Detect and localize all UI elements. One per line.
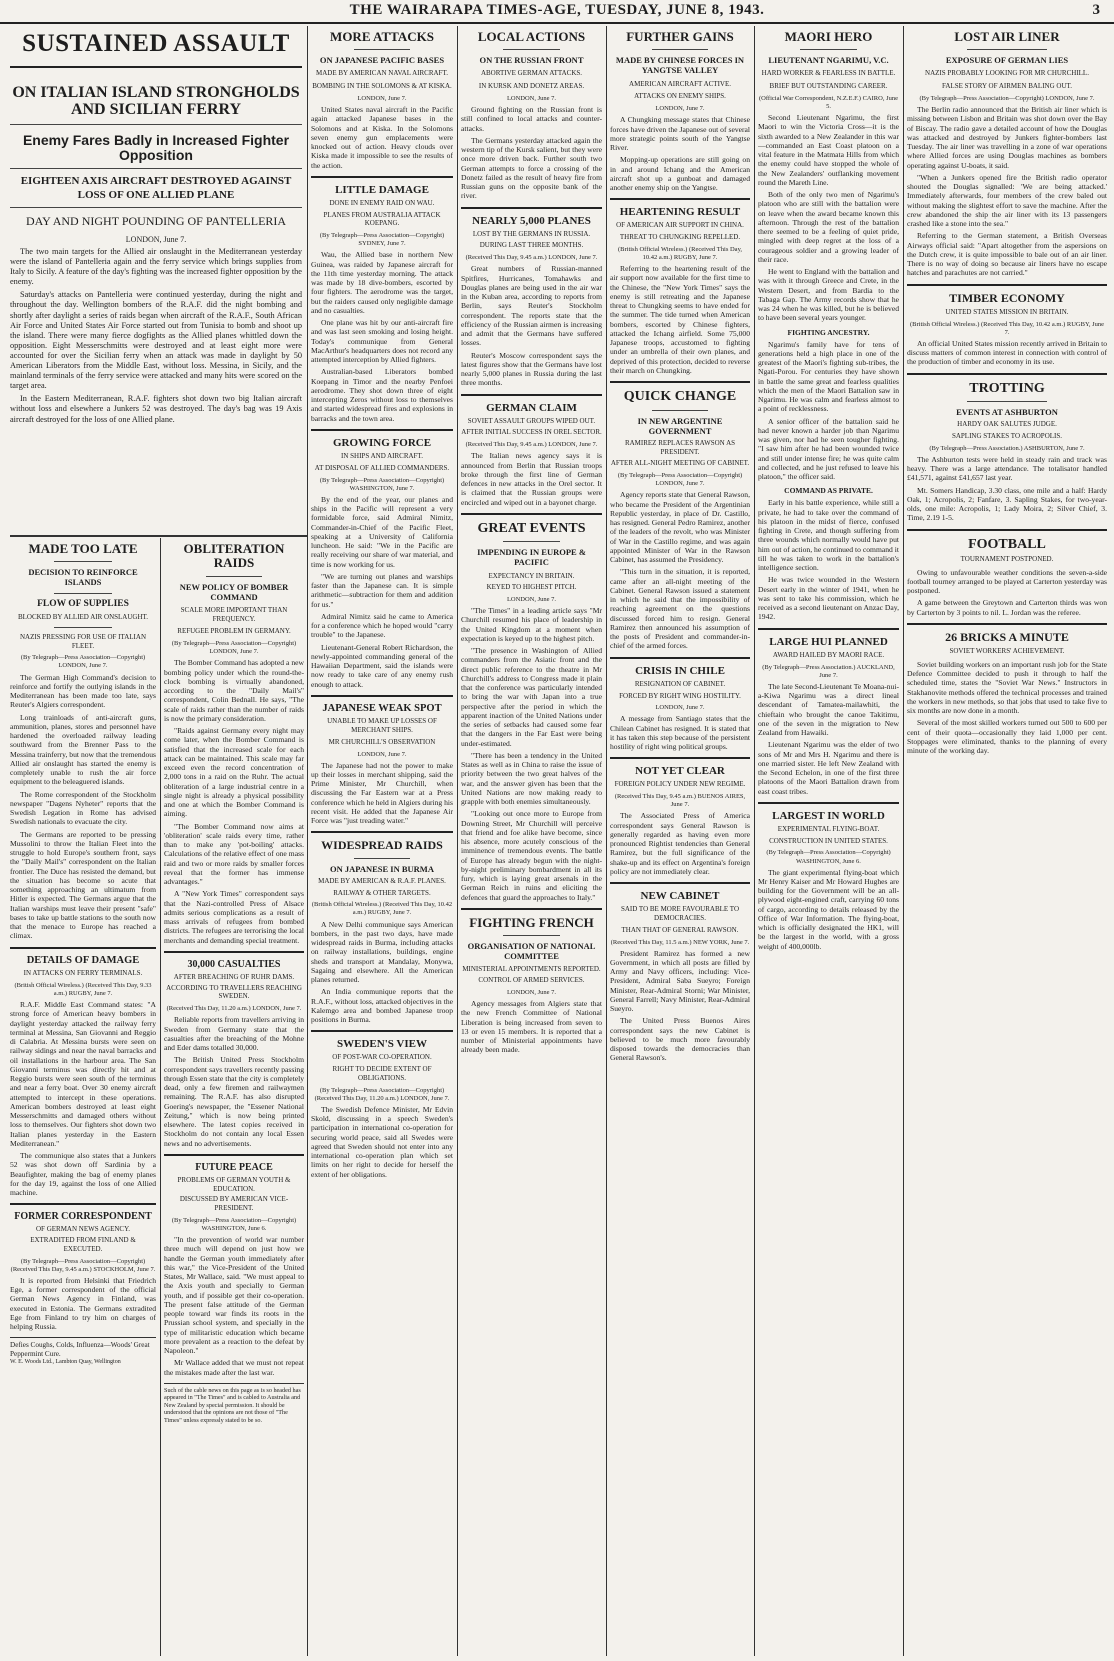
article-deck: SAPLING STAKES TO ACROPOLIS. <box>951 431 1063 440</box>
column-7 <box>907 30 1107 1654</box>
paragraph: Both of the only two men of Ngarimu's platoon who are still with the battalion were on leave when the award became known this afternoon. Through the rest of the battalion there seemed to be a feeling of quiet pride, mingled with deep regret at the loss of a courageous soldier and a growing leader of their race. <box>758 190 899 264</box>
article-deck: OF POST-WAR CO-OPERATION. <box>332 1053 432 1062</box>
article-headline: FUTURE PEACE <box>195 1161 273 1173</box>
paragraph: Reliable reports from travellers arriving in Sweden from Germany state that the casualties after the breaching of the Mohne and Eder dams totalled 30,000. <box>164 1015 304 1053</box>
article-deck: FOREIGN POLICY UNDER NEW REGIME. <box>614 780 746 789</box>
article-deck: ON JAPANESE PACIFIC BASES <box>319 55 445 66</box>
byline: (By Telegraph—Press Association—Copyright) LONDON, June 7. <box>20 654 146 670</box>
article-deck: OF GERMAN NEWS AGENCY. <box>36 1225 130 1234</box>
paragraph: By the end of the year, our planes and ships in the Pacific will represent a very formidable force, said Admiral Nimitz, Commander-in-Chief of the Pacific Fleet, speaking at a University of California luncheon. He said: "We in the Pacific are really receiving our share of war material, and time is now working for us. <box>311 494 453 569</box>
article-deck: MINISTERIAL APPOINTMENTS REPORTED. <box>462 964 601 973</box>
byline: (Received This Day, 11.20 a.m.) LONDON, June 7. <box>166 1005 302 1013</box>
article-headline: LITTLE DAMAGE <box>335 183 429 196</box>
column-rule <box>903 26 904 1656</box>
article-headline: DETAILS OF DAMAGE <box>26 954 140 966</box>
article-deck: EXPECTANCY IN BRITAIN. <box>488 571 575 580</box>
article-deck: AFTER BREACHING OF RUHR DAMS. <box>173 972 295 981</box>
paragraph: The two main targets for the Allied air onslaught in the Mediterranean yesterday were the island of Pantelleria again and the ferry service which brings supplies from Italy to Sicily. A feature of the day's fighting was the increased fighter opposition by the enemy. <box>10 246 302 287</box>
article-deck: IN KURSK AND DONETZ AREAS. <box>478 82 585 91</box>
paragraph: Soviet building workers on an important rush job for the State Defence Committee decided to push it through to half the scheduled time, states the "Soviet War News." Instructors in Stakhanovite methods offered the technical processes and trained the workers in new methods, so that jobs that used to take five to six months are now done in a month. <box>907 659 1107 716</box>
byline: (By Telegraph—Press Association.) AUCKLAND, June 7. <box>762 663 895 679</box>
article-headline: NEW CABINET <box>640 890 720 903</box>
ad-text: Defies Coughs, Colds, Influenza—Woods' Great Peppermint Cure. <box>10 1341 150 1358</box>
article-deck: SOVIET WORKERS' ACHIEVEMENT. <box>949 647 1065 656</box>
paragraph: Mt. Somers Handicap, 3.30 class, one mile and a half: Hardy Oak, 1; Acropolis, 2; Fanfare, 3. Sapling Stakes, for two-year-olds, one mile: Acropolis, 1; Lady Moira, 2; Silver Chief, 3. Time, 2.19 1-5. <box>907 485 1107 523</box>
article-deck: AFTER INITIAL SUCCESS IN OREL SECTOR. <box>461 428 602 437</box>
article-deck: DONE IN ENEMY RAID ON WAU. <box>329 198 435 207</box>
article-deck: FORCED BY RIGHT WING HOSTILITY. <box>619 691 741 700</box>
byline: LONDON, June 7. <box>655 704 705 712</box>
byline: (Official War Correspondent, N.Z.E.F.) CAIRO, June 5. <box>759 94 898 111</box>
article-deck: AMERICAN AIRCRAFT ACTIVE. <box>629 79 731 88</box>
paragraph: Lieutenant Ngarimu was the elder of two sons of Mr and Mrs H. Ngarimu and there is one married sister. He left New Zealand with the Second Echelon, in one of the first three platoons of the Maori Battalion drawn from east coast tribes. <box>758 740 899 796</box>
byline: (British Official Wireless.) (Received This Day, 10.42 a.m.) RUGBY, June 7. <box>617 245 743 262</box>
column-rule <box>606 26 607 1656</box>
article-deck: IN SHIPS AND AIRCRAFT. <box>341 452 423 461</box>
article-deck: HARD WORKER & FEARLESS IN BATTLE. <box>761 69 896 78</box>
paragraph: A game between the Greytown and Carterton thirds was won by Carterton by 3 points to nil. L. Jordan was the referee. <box>907 598 1107 617</box>
paragraph: The Associated Press of America correspondent says General Rawson is generally regarded as having even more pronounced Rightist tendencies than General Ramirez, but the full significance of the shake-up and its effect on Argentina's foreign policy are not immediately clear. <box>610 811 750 876</box>
paragraph: In the Eastern Mediterranean, R.A.F. fighters shot down two big Italian aircraft without loss and elsewhere a Junkers 52 was destroyed. The day's bag was 19 Axis aircraft destroyed for the loss of one Allied plane. <box>10 394 302 424</box>
article-deck: FALSE STORY OF AIRMEN BALING OUT. <box>941 82 1073 91</box>
article-deck: NEW POLICY OF BOMBER COMMAND <box>179 581 289 602</box>
byline: (Received This Day, 9.45 a.m.) LONDON, June 7. <box>465 441 598 449</box>
article-deck: ABORTIVE GERMAN ATTACKS. <box>480 69 583 78</box>
article-headline: TROTTING <box>969 380 1045 396</box>
article-deck: MR CHURCHILL'S OBSERVATION <box>328 737 436 746</box>
article-deck: PROBLEMS OF GERMAN YOUTH & EDUCATION. <box>177 1175 291 1193</box>
paragraph: One plane was hit by our anti-aircraft fire and was last seen smoking and losing height. Today's communique from General MacArthur's headquarters does not record any attempted interception by Allied fighters. <box>311 318 453 365</box>
article-deck: SAID TO BE MORE FAVOURABLE TO DEMOCRACIES. <box>620 905 740 923</box>
column-1 <box>10 542 156 1654</box>
paragraph: Reuter's Moscow correspondent says the latest figures show that the Germans have lost nearly 5,000 planes in Russia during the last three months. <box>461 350 602 388</box>
lead-headline: SUSTAINED ASSAULT <box>10 30 302 68</box>
article-deck: DISCUSSED BY AMERICAN VICE-PRESIDENT. <box>179 1195 289 1213</box>
lead-story <box>10 30 302 535</box>
article-deck: HARDY OAK SALUTES JUDGE. <box>957 420 1057 429</box>
article-headline: MAORI HERO <box>784 30 873 44</box>
article-deck: BLOCKED BY ALLIED AIR ONSLAUGHT. <box>17 613 149 622</box>
article-deck: REFUGEE PROBLEM IN GERMANY. <box>177 627 291 636</box>
paragraph: The Berlin radio announced that the British air liner which is missing between Lisbon and Britain was shot down over the Bay of Biscay. The radio gave a detailed account of how the Douglas was attacked and destroyed by Junkers fighter-bombers last Tuesday. The air liner was travelling in a zone of war operations where Allied forces are using Douglas machines as bombers operating against U-boats, it said. <box>907 105 1107 170</box>
article-deck: THREAT TO CHUNGKING REPELLED. <box>619 233 741 242</box>
article-deck: SOVIET ASSAULT GROUPS WIPED OUT. <box>467 416 596 425</box>
paragraph: The Italian news agency says it is announced from Berlin that Russian troops broke through the first line of German defences in new attacks in the Orel sector. It is claimed that the Russian groups were encircled and wiped out in a bayonet charge. <box>461 451 602 507</box>
article-deck: TOURNAMENT POSTPONED. <box>960 554 1054 563</box>
paragraph: Mr Wallace added that we must not repeat the mistakes made after the last war. <box>164 1358 304 1377</box>
paragraph: The United Press Buenos Aires correspondent says the new Cabinet is believed to be much more favourably disposed towards the democracies than General Rawson's. <box>610 1016 750 1063</box>
paragraph: Great numbers of Russian-manned Spitfires, Hurricanes, Tomahawks and Douglas planes are being used in the air war in the Kuban area, according to reports from Berlin, says Reuter's Stockholm correspondent. The reports state that the efficiency of the Russian airmen is increasing and admit that the Germans have suffered losses. <box>461 264 602 348</box>
paragraph: Australian-based Liberators bombed Koepang in Timor and the nearby Penfoei aerodrome. They shot down three of eight intercepting Zeros without loss to themselves and started widespread fires and explosions in barracks and the town area. <box>311 367 453 423</box>
article-deck: IN ATTACKS ON FERRY TERMINALS. <box>23 969 143 978</box>
article-headline: LOCAL ACTIONS <box>477 30 586 44</box>
ad-text: W. E. Woods Ltd., Lambton Quay, Wellington <box>10 1358 121 1365</box>
article-deck: CONSTRUCTION IN UNITED STATES. <box>769 836 888 845</box>
article-deck: MADE BY AMERICAN NAVAL AIRCRAFT. <box>316 69 448 78</box>
paragraph: The Japanese had not the power to make up their losses in merchant shipping, said the Prime Minister, Mr Churchill, when discussing the Far Eastern war at a Press conference which he held in Algiers during his recent visit. He added that the Japanese Air Force was "just treading water." <box>311 760 453 826</box>
byline: (By Telegraph—Press Association—Copyright) WASHINGTON, June 7. <box>319 476 445 492</box>
article-deck: THAN THAT OF GENERAL RAWSON. <box>621 925 739 934</box>
byline: (British Official Wireless.) (Received This Day, 10.42 a.m.) RUGBY, June 7. <box>311 901 453 917</box>
article-deck: IN NEW ARGENTINE GOVERNMENT <box>637 415 723 436</box>
column-rule <box>457 26 458 1656</box>
byline: (By Telegraph—Press Association—Copyright) LONDON, June 7. <box>171 640 297 656</box>
paragraph: Several of the most skilled workers turned out 500 to 600 per cent of their quota—occasionally they laid 1,000 per cent. Stoppages were eliminated, thanks to the planning of every minute of the working day. <box>907 718 1107 756</box>
column-2 <box>164 542 304 1654</box>
article-deck: RAMIREZ REPLACES RAWSON AS PRESIDENT. <box>624 438 736 456</box>
article-headline: LARGEST IN WORLD <box>772 809 885 822</box>
byline: LONDON, June 7. <box>357 750 407 758</box>
column-rule <box>160 538 161 1656</box>
paragraph: A senior officer of the battalion said he had never known a harder job than Ngarimu was given, nor had he seen tougher fighting. "I saw him after he had been wounded twice and still under intense fire; he was quite calm and collected, and he just refused to leave his platoon," the officer said. <box>758 416 899 482</box>
article-deck: RESIGNATION OF CABINET. <box>634 679 726 688</box>
paragraph: A Chungking message states that Chinese forces have driven the Japanese out of several more strategic points south of the Yangtse River. <box>610 115 750 153</box>
paragraph: Agency messages from Algiers state that the new French Committee of National Liberation is being increased from seven to 13 or even 15 members. It is reported that a number of Ministerial appointments have already been made. <box>461 999 602 1055</box>
article-headline: JAPANESE WEAK SPOT <box>322 702 442 714</box>
column-rule <box>754 26 755 1656</box>
paragraph: Early in his battle experience, while still a private, he had to take over the command of his platoon in the midst of fierce, confused fighting in Crete, and though suffering from three wounds which normally would have put him out of action, he continued to command it till he was taken to work in the battalion's intelligence section. <box>758 498 899 573</box>
masthead <box>0 0 1114 24</box>
paragraph: The Germans yesterday attacked again the western tip of the Kursk salient, but they were once more driven back. Further south two German attempts to force a crossing of the Donetz failed as the result of heavy fire from Russian guns on the opposite bank of the river. <box>461 135 602 201</box>
paragraph: Long trainloads of anti-aircraft guns, ammunition, planes, stores and personnel have hardened the overloaded railway leading southward from the Brenner Pass to the Messina trainferry, but now that the tremendous Allied air onslaught has started the enemy is completely unable to rush the air force equipment to the beleaguered islands. <box>10 712 156 787</box>
byline: (By Telegraph—Press Association—Copyright) LONDON, June 7. <box>919 94 1095 102</box>
byline: (By Telegraph—Press Association—Copyright) LONDON, June 7. <box>617 472 743 488</box>
paragraph: The British United Press Stockholm correspondent says travellers recently passing through Essen state that the city is completely dead, only a few firemen and railwaymen remaining. The R.A.F. has also disrupted Goering's newspaper, the "Essener National Zeitung," which is now being printed elsewhere. The latest copies received in Stockholm do not contain any local Essen news and no advertisements. <box>164 1055 304 1148</box>
paragraph: Second Lieutenant Ngarimu, the first Maori to win the Victoria Cross—it is the sixth awarded to a New Zealander in this war—commanded an East Coast platoon on a vital feature in the Matmata Hills from which the enemy could have stopped the whole of the New Zealanders' outflanking movement round the Mareth Line. <box>758 113 899 187</box>
paragraph: "Looking out once more to Europe from Downing Street, Mr Churchill will perceive that friend and foe alike have become, since his absence, more acutely conscious of the imminence of tremendous events. The battle of Europe has already begun with the night-by-night preliminary bombardment in all its fury, which is laying great arsenals in the German Reich in ruins and eliciting the defences that guard the approaches to Italy." <box>461 809 602 902</box>
paragraph: Lieutenant-General Robert Richardson, the newly-appointed commanding general of the Hawaiian Department, said the islands were now ready to take care of any enemy rush enough to attack. <box>311 642 453 689</box>
article-headline: NEARLY 5,000 PLANES <box>472 214 591 227</box>
paragraph: "The presence in Washington of Allied commanders from the Asiatic front and the direct public reference to the theatre in Mr Churchill's address to Congress made it plain that the conference was particularly intended to bring the war with Japan into a true perspective after the period in which the apparent inaction of the United Nations under the series of setbacks had caused some fear that the dangers in the Far East were being under-estimated. <box>461 646 602 748</box>
article-headline: FORMER CORRESPONDENT <box>14 1211 152 1223</box>
article-deck: UNABLE TO MAKE UP LOSSES OF MERCHANT SHIPS. <box>327 717 437 735</box>
article-headline: QUICK CHANGE <box>623 389 737 405</box>
paragraph: Wau, the Allied base in northern New Guinea, was raided by Japanese aircraft for the 11th time yesterday morning. The attack was made by 18 dive-bombers, escorted by four fighters. The aerodrome was the target, but the raiders caused only negligible damage and no casualties. <box>311 250 453 315</box>
paragraph: Ground fighting on the Russian front is still confined to local attacks and counter-attacks. <box>461 105 602 133</box>
byline: (British Official Wireless.) (Received This Day, 9.33 a.m.) RUGBY, June 7. <box>14 981 152 997</box>
paragraph: Mopping-up operations are still going on in and around Ichang and the American aircraft shot up a gunboat and damaged another enemy ship on the Yangtse. <box>610 155 750 193</box>
column-5 <box>610 30 750 1654</box>
paragraph: The German High Command's decision to reinforce and fortify the outlying islands in the Mediterranean has been made too late, says Reuter's Algiers correspondent. <box>10 672 156 710</box>
article-headline: FURTHER GAINS <box>626 30 734 44</box>
paragraph: The late Second-Lieutenant Te Moana-nui-a-Kiwa Ngarimu was a direct lineal descendant of Tamatea-mailawhiti, the chieftain who brought the canoe Takitimu, one of the seven in the migration to New Zealand from Hawaiki. <box>758 681 899 738</box>
article-deck: OF AMERICAN AIR SUPPORT IN CHINA. <box>616 221 744 230</box>
article-deck: MADE BY CHINESE FORCES IN YANGTSE VALLEY <box>615 55 745 76</box>
article-headline: TIMBER ECONOMY <box>949 290 1065 305</box>
section-subhead: COMMAND AS PRIVATE. <box>784 486 873 496</box>
article-deck: EXPERIMENTAL FLYING-BOAT. <box>777 824 880 833</box>
article-headline: GERMAN CLAIM <box>486 401 577 414</box>
byline: LONDON, June 7. <box>655 105 705 113</box>
article-deck: SCALE MORE IMPORTANT THAN FREQUENCY. <box>180 605 288 623</box>
paragraph: "The Times" in a leading article says "Mr Churchill resumed his place of leadership in the United Kingdom at a moment when expectation is keyed up to the highest pitch. <box>461 606 602 643</box>
page-number: 3 <box>1092 2 1100 18</box>
footnote: Such of the cable news on this page as is so headed has appeared in "The Times" and is cabled to Australia and New Zealand by special permission. It should be understood that the opinions are not those of "The Times" unless expressly stated to be so. <box>164 1383 304 1424</box>
lead-subheadline: ON ITALIAN ISLAND STRONGHOLDS AND SICILIAN FERRY <box>12 83 300 119</box>
section-rule <box>10 535 307 537</box>
article-deck: PLANES FROM AUSTRALIA ATTACK KOEPANG. <box>323 210 441 228</box>
paragraph: An official United States mission recently arrived in Britain to discuss matters of common interest in connection with control of the production of timber and economy in its use. <box>907 338 1107 367</box>
paragraph: The Bomber Command has adopted a new bombing policy under which the round-the-clock bombing is virtually abandoned, according to the "Daily Mail's" correspondent, Colin Bednall. He says, "The scale of raids rather than the number of raids is now the primary consideration. <box>164 658 304 723</box>
article-deck: EXTRADITED FROM FINLAND & EXECUTED. <box>30 1236 136 1253</box>
byline: (By Telegraph—Press Association.) ASHBURTON, June 7. <box>929 444 1085 452</box>
paragraph: The communique also states that a Junkers 52 was shot down off Sardinia by a Beaufighter, making the bag of enemy planes for the day 19, against the loss of one Allied machine. <box>10 1151 156 1198</box>
paragraph: President Ramirez has formed a new Government, in which all posts are filled by Army and Navy officers, including: Vice-President, Admiral Saba Sueyro; Foreign Minister, Rear-Admiral Storni; War Minister, General Farrell; Navy Minister, Rear-Admiral Sueyro. <box>610 948 750 1014</box>
paragraph: An India communique reports that the R.A.F., without loss, attacked objectives in the Kalemgo area and bombed Japanese troop positions in Burma. <box>311 987 453 1025</box>
column-rule <box>307 26 308 1656</box>
paragraph: Admiral Nimitz said he came to America for a conference which he hoped would "carry trouble" to the Japanese. <box>311 611 453 640</box>
paragraph: The Ashburton tests were held in steady rain and track was heavy. There was a large attendance. The totalisator handled £41,571, against £41,657 last year. <box>907 454 1107 483</box>
article-headline: MORE ATTACKS <box>330 30 434 44</box>
paragraph: "There has been a tendency in the United States as well as in China to raise the issue of priority between the two great halves of the war, and the answer given has been that the United Nations are now making ready to grapple with both enemies simultaneously. <box>461 750 602 807</box>
newspaper-title: THE WAIRARAPA TIMES-AGE, TUESDAY, JUNE 8, 1943. <box>349 2 765 18</box>
byline: (Received This Day, 11.5 a.m.) NEW YORK, June 7. <box>610 938 750 946</box>
article-deck: ORGANISATION OF NATIONAL COMMITTEE <box>467 941 596 962</box>
byline: (By Telegraph—Press Association—Copyright) WASHINGTON, June 6. <box>171 1216 297 1232</box>
paragraph: United States naval aircraft in the Pacific again attacked Japanese bases in the Solomons and at Kiska. In the Solomons seven enemy gun emplacements were knocked out of action. Heavy clouds over Kiska made it impossible to see the results of the action. <box>311 105 453 170</box>
paragraph: Referring to the heartening result of the air support now available for the first time to the Chinese, the "New York Times" says the enemy is still retreating and the Japanese threat to Chungking seems to have ended for the summer. The tide turned when American bombers, escorted by Chinese fighters, attacked the Ichang airfield. Some 75,000 Japanese troops, accustomed to fighting under an umbrella of their own planes, and deprived of this protection, decided to reverse their march on Chungking. <box>610 264 750 375</box>
paragraph: "Raids against Germany every night may come later, when the Bomber Command is satisfied that the increased scale for each attack can be maintained. This scale may far exceed even the record concentration of 2,000 tons in a raid on the Ruhr. The actual obliteration of a large industrial centre in a single night is already a physical possibility and one at which the Bomber Command is aiming. <box>164 726 304 819</box>
paragraph: "When a Junkers opened fire the British radio operator shouted the Douglas signalled: 'We are being attacked.' Immediately afterwards, four members of the crew baled out without making the slightest effort to save the machine. After the crew abandoned the ship the air liner with its 13 passengers crashed like a stone into the sea." <box>907 172 1107 229</box>
article-headline: LOST AIR LINER <box>954 30 1060 44</box>
article-headline: FIGHTING FRENCH <box>469 914 594 930</box>
paragraph: Agency reports state that General Rawson, who became the President of the Argentinian Republic yesterday, in place of Dr. Castillo, has resigned. General Pedro Ramirez, another of the leaders of the revolt, who was Minister of War in the Castillo regime, and was again appointed Minister of War in the Rawson Cabinet, has assumed the Presidency. <box>610 490 750 565</box>
advertisement <box>10 1337 156 1365</box>
article-deck: ON THE RUSSIAN FRONT <box>479 55 584 66</box>
article-headline: GREAT EVENTS <box>477 520 586 536</box>
byline: LONDON, June 7. <box>357 94 407 102</box>
paragraph: A "New York Times" correspondent says that the Nazi-controlled Press of Alsace admits serious complications as a result of mass arrivals of refugees from bombed districts. The refugees are terrorising the local merchants and demanding special treatment. <box>164 889 304 945</box>
paragraph: The giant experimental flying-boat which Mr Henry Kaiser and Mr Howard Hughes are building for the Government will be an all-plywood eight-engined craft, carrying 60 tons of cargo, according to details released by the Office of War Information. The flying-boat, which is officially designated the HK1, will be the largest in the world, with a gross weight of 400,000lb. <box>758 867 899 951</box>
article-headline: LARGE HUI PLANNED <box>769 635 888 648</box>
byline: (British Official Wireless.) (Received This Day, 10.42 a.m.) RUGBY, June 7. <box>910 320 1104 336</box>
paragraph: It is reported from Helsinki that Friedrich Ege, a former correspondent of the official German News Agency in Finland, was executed in Estonia. The Germans extradited Ege from Finland to try him on charges of helping Russia. <box>10 1275 156 1332</box>
article-deck: ACCORDING TO TRAVELLERS REACHING SWEDEN. <box>166 983 302 1001</box>
article-headline: 30,000 CASUALTIES <box>187 958 281 970</box>
paragraph: R.A.F. Middle East Command states: "A strong force of American heavy bombers in daylight yesterday attacked the railway ferry terminal at Messina, San Giovanni and Reggio di Calabria. At Messina bursts were seen on railway sidings and near the naval barracks and oil installations in the harbour area. The San Giovanni terminus was directly hit and at Reggio bursts were seen south of the terminus and near a ferry boat. Over 30 enemy aircraft attempted to intercept in these operations. American bombers destroyed at least eight Messerschmitts and damaged others without loss to themselves. Our fighters shot down two Italian planes yesterday in the Eastern Mediterranean." <box>10 1000 156 1148</box>
article-headline: OBLITERATION RAIDS <box>183 542 285 571</box>
article-deck: BRIEF BUT OUTSTANDING CAREER. <box>769 82 888 91</box>
byline: LONDON, June 7. <box>506 94 557 102</box>
lead-deck-2: EIGHTEEN AXIS AIRCRAFT DESTROYED AGAINST LOSS OF ONE ALLIED PLANE <box>20 175 292 201</box>
article-deck: AT DISPOSAL OF ALLIED COMMANDERS. <box>314 463 450 472</box>
byline: LONDON, June 7. <box>506 596 557 604</box>
article-deck: DECISION TO REINFORCE ISLANDS <box>28 567 138 588</box>
paragraph: Ngarimu's family have for tens of generations held a high place in one of the greatest of the Maori's fighting sub-tribes, the Ngati-Porou. For centuries they have shown in battle the same great and fearless qualities which the men of the Maori Battalion saw in Ngarimu. He was calm and fearless almost to a point of recklessness. <box>758 339 899 414</box>
paragraph: The Rome correspondent of the Stockholm newspaper "Dagens Nyheter" reports that the Swedish Legation in Rome has advised Swedish nationals to evacuate the city. <box>10 789 156 827</box>
article-headline: MADE TOO LATE <box>28 542 138 556</box>
paragraph: Saturday's attacks on Pantelleria were continued yesterday, during the night and throughout the day. Wellington bombers of the R.A.F. did the night bombing and shortly after daylight a series of raids began when aircraft of the R.A.F., South African Air Force and United States Air Force started out from Tunisia to bomb and shoot up the island. There were many fierce dogfights as the Allied planes whittled down the opposition. Eight Messerschmitts were destroyed and at least eight more were accounted for over the Sicilian ferry when an attack was made in daylight by 50 American Liberators from the Middle East, without loss. Messina, in Sicily, and the mainland terminals of the ferry service were attacked and many hits were scored on the target area. <box>10 290 302 391</box>
column-4 <box>461 30 602 1654</box>
paragraph: He went to England with the battalion and was with it through Greece and Crete, in the Western Desert, and from Bardia to the Tabaga Gap. The Army records show that he was 24 when he was killed, but he is believed to have been several years younger. <box>758 267 899 323</box>
byline: LONDON, June 7. <box>506 989 557 997</box>
article-deck: AWARD HAILED BY MAORI RACE. <box>772 650 885 659</box>
article-deck: ON JAPANESE IN BURMA <box>330 863 434 874</box>
article-headline: WIDESPREAD RAIDS <box>321 838 443 853</box>
article-deck: EVENTS AT ASHBURTON <box>956 406 1058 417</box>
article-deck: BOMBING IN THE SOLOMONS & AT KISKA. <box>312 82 452 91</box>
article-deck: IMPENDING IN EUROPE & PACIFIC <box>477 547 586 568</box>
article-deck: LIEUTENANT NGARIMU, V.C. <box>768 55 889 66</box>
article-headline: HEARTENING RESULT <box>619 206 741 219</box>
paragraph: "The Bomber Command now aims at 'obliteration' scale raids every time, rather than to make any 'pot-boiling' attacks. Calculations of the relative effect of one mass raid and two or more raids by smaller forces reveal that the former has immense advantages." <box>164 821 304 887</box>
article-deck: NAZIS PROBABLY LOOKING FOR MR CHURCHILL. <box>925 69 1089 78</box>
byline: (Received This Day, 9.45 a.m.) BUENOS AIRES, June 7. <box>614 793 746 809</box>
paragraph: "We are turning out planes and warships faster than the Japanese can. It is simple arithmetic—subtraction for them and addition for us." <box>311 571 453 609</box>
byline: (By Telegraph—Press Association—Copyright) WASHINGTON, June 6. <box>766 849 891 865</box>
article-deck: AFTER ALL-NIGHT MEETING OF CABINET. <box>610 459 750 468</box>
paragraph: Referring to the German statement, a British Overseas Airways official said: "Apart altogether from the aspersions on the Dutch crew, it is quite impossible to bale out of an air liner. There is no way of doing so because air liners have no escape hatches and parachutes are not carried." <box>907 231 1107 278</box>
article-deck: EXPOSURE OF GERMAN LIES <box>945 55 1069 66</box>
dateline: LONDON, June 7. <box>125 234 187 244</box>
article-deck: LOST BY THE GERMANS IN RUSSIA. <box>472 229 591 238</box>
article-deck: NAZIS PRESSING FOR USE OF ITALIAN FLEET. <box>19 632 147 650</box>
byline: (Received This Day, 9.45 a.m.) LONDON, June 7. <box>465 254 598 262</box>
paragraph: The Swedish Defence Minister, Mr Edvin Skold, discussing in a speech Sweden's participation in international co-operation for securing world peace, said all Swedes were agreed that Sweden should not enter into any international co-operation plan which set limits on her right to decide for herself the extent of her obligations. <box>311 1104 453 1179</box>
paragraph: He was twice wounded in the Western Desert early in the winter of 1941, when he was sent to take his commission, which he received as a second lieutenant on Anzac Day, 1942. <box>758 575 899 622</box>
article-headline: FOOTBALL <box>968 536 1046 552</box>
byline: (By Telegraph—Press Association—Copyright) (Received This Day, 11.20 a.m.) LONDON, June 7. <box>314 1086 450 1102</box>
article-headline: 26 BRICKS A MINUTE <box>945 629 1069 644</box>
column-3 <box>311 30 453 1654</box>
paragraph: Owing to unfavourable weather conditions the seven-a-side football tourney arranged to be played at Carterton yesterday was postponed. <box>907 567 1107 596</box>
article-deck: DURING LAST THREE MONTHS. <box>479 241 584 250</box>
section-subhead: FIGHTING ANCESTRY. <box>787 327 870 337</box>
article-deck: ATTACKS ON ENEMY SHIPS. <box>634 92 726 101</box>
article-headline: CRISIS IN CHILE <box>635 664 725 677</box>
paragraph: A message from Santiago states that the Chilean Cabinet has resigned. It is stated that it has taken this step because of the persistent hostility of right wing political groups. <box>610 714 750 752</box>
paragraph: "This turn in the situation, it is reported, came after an all-night meeting of the Cabinet. General Rawson issued a statement in which he said that the impossibility of reaching agreement on the questions discussed forced him to resign. General Ramirez then announced his assumption of the posts of President and commander-in-chief of the armed forces. <box>610 567 750 651</box>
article-headline: GROWING FORCE <box>332 436 432 449</box>
article-deck: MADE BY AMERICAN & R.A.F. PLANES. <box>318 876 446 885</box>
byline: (By Telegraph—Press Association—Copyright) (Received This Day, 9.45 a.m.) STOCKHOLM, June 7. <box>10 1257 156 1273</box>
article-deck: FLOW OF SUPPLIES <box>37 598 129 609</box>
column-6 <box>758 30 899 1654</box>
paragraph: "In the prevention of world war number three much will depend on just how we handle the German youth immediately after this war," the Vice-President of the United States, Mr Wallace, said. "We must appeal to the Axis youth and specially to German youth, and if possible get their co-operation. The present false attitude of the German people toward war finds its roots in the Prussian school system, and specially in the type of militaristic education which became more prevalent as a reaction to the defeat by Napoleon." <box>164 1235 304 1356</box>
article-headline: SWEDEN'S VIEW <box>337 1038 427 1051</box>
lead-deck: Enemy Fares Badly in Increased Fighter Opposition <box>22 131 290 164</box>
byline: (By Telegraph—Press Association—Copyright) SYDNEY, June 7. <box>319 232 445 248</box>
article-deck: RIGHT TO DECIDE EXTENT OF OBLIGATIONS. <box>332 1065 432 1082</box>
paragraph: The Germans are reported to be pressing Mussolini to throw the Italian Fleet into the struggle to hold Europe's southern front, says the "Daily Mail's" correspondent on the Italian frontier. The Duce has resisted the demand, but the situation has become so acute that something approaching an ultimatum from Hitler is expected. The Germans argue that the Italian warships must leave their present "safe" bases to take up battle stations to the south now that the menace to Europe has reached a climax. <box>10 829 156 941</box>
article-deck: UNITED STATES MISSION IN BRITAIN. <box>945 307 1069 316</box>
lead-deck-3: DAY AND NIGHT POUNDING OF PANTELLERIA <box>25 213 287 228</box>
article-deck: RAILWAY & OTHER TARGETS. <box>333 888 431 897</box>
article-headline: NOT YET CLEAR <box>635 765 725 778</box>
article-deck: KEYED TO HIGHEST PITCH. <box>486 583 577 592</box>
article-deck: CONTROL OF ARMED SERVICES. <box>478 976 585 985</box>
paragraph: A New Delhi communique says American bombers, in the past two days, have made widespread raids in Burma, including attacks on railway installations, buildings, engine sheds and transport at Mandalay, Monywa, Sagaing and elsewhere. All the American planes returned. <box>311 919 453 985</box>
